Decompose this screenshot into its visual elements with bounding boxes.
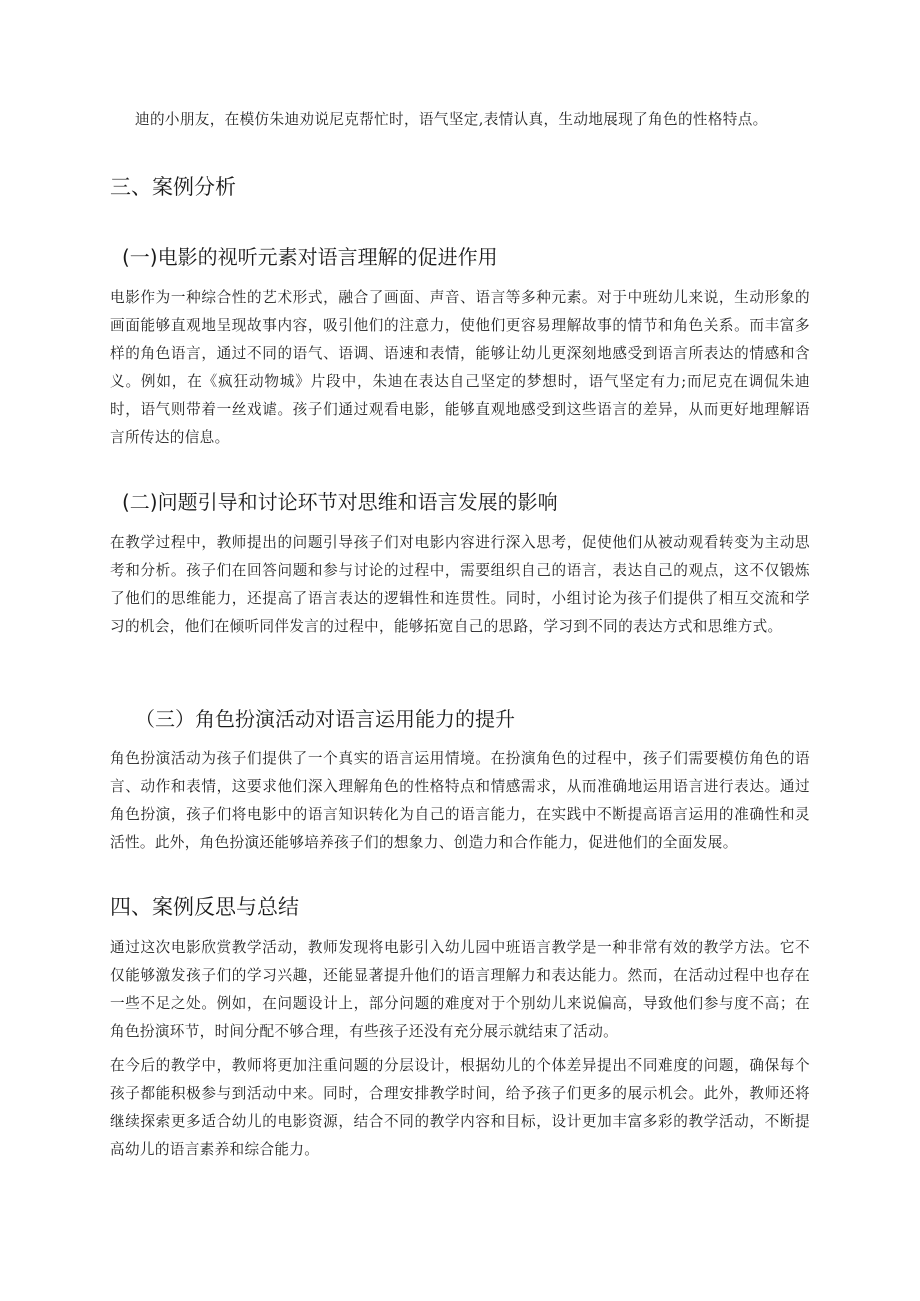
subsection-2-heading: (二)问题引导和讨论环节对思维和语言发展的影响 bbox=[122, 490, 558, 514]
section-4-heading: 四、案例反思与总结 bbox=[110, 895, 299, 919]
section-4-paragraph-2: 在今后的教学中，教师将更加注重问题的分层设计，根据幼儿的个体差异提出不同难度的问题，确保每个孩子都能积极参与到活动中来。同时，合理安排教学时间，给予孩子们更多的展示机会。此外，教师还将继续探索更多适合幼儿的电影资源，结合不同的教学内容和目标，设计更加丰富多彩的教学活动，不断提高幼儿的语言素养和综合能力。 bbox=[110, 1057, 810, 1158]
subsection-1-heading: (一)电影的视听元素对语言理解的促进作用 bbox=[122, 245, 498, 269]
subsection-1-body: 电影作为一种综合性的艺术形式，融合了画面、声音、语言等多种元素。对于中班幼儿来说，生动形象的画面能够直观地呈现故事内容，吸引他们的注意力，使他们更容易理解故事的情节和角色关系。而丰富多样的角色语言，通过不同的语气、语调、语速和表情，能够让幼儿更深刻地感受到语言所表达的情感和含义。例如，在《疯狂动物城》片段中，朱迪在表达自己坚定的梦想时，语气坚定有力;而尼克在调侃朱迪时，语气则带着一丝戏谑。孩子们通过观看电影，能够直观地感受到这些语言的差异，从而更好地理解语言所传达的信息。 bbox=[110, 289, 810, 446]
subsection-3-heading: （三）角色扮演活动对语言运用能力的提升 bbox=[135, 707, 515, 731]
subsection-3-body: 角色扮演活动为孩子们提供了一个真实的语言运用情境。在扮演角色的过程中，孩子们需要模仿角色的语言、动作和表情，这要求他们深入理解角色的性格特点和情感需求，从而准确地运用语言进行表达。通过角色扮演，孩子们将电影中的语言知识转化为自己的语言能力，在实践中不断提高语言运用的准确性和灵活性。此外，角色扮演还能够培养孩子们的想象力、创造力和合作能力，促进他们的全面发展。 bbox=[110, 750, 810, 851]
subsection-2-body: 在教学过程中，教师提出的问题引导孩子们对电影内容进行深入思考，促使他们从被动观看转变为主动思考和分析。孩子们在回答问题和参与讨论的过程中，需要组织自己的语言，表达自己的观点，这不仅锻炼了他们的思维能力，还提高了语言表达的逻辑性和连贯性。同时，小组讨论为孩子们提供了相互交流和学习的机会，他们在倾听同伴发言的过程中，能够拓宽自己的思路，学习到不同的表达方式和思维方式。 bbox=[110, 534, 810, 635]
section-3-heading: 三、案例分析 bbox=[110, 175, 236, 199]
section-4-paragraph-1: 通过这次电影欣赏教学活动，教师发现将电影引入幼儿园中班语言教学是一种非常有效的教学方法。它不仅能够激发孩子们的学习兴趣，还能显著提升他们的语言理解力和表达能力。然而，在活动过程中也存在一些不足之处。例如，在问题设计上，部分问题的难度对于个别幼儿来说偏高，导致他们参与度不高；在角色扮演环节，时间分配不够合理，有些孩子还没有充分展示就结束了活动。 bbox=[110, 939, 810, 1040]
continuation-paragraph: 迪的小朋友，在模仿朱迪劝说尼克帮忙时，语气坚定,表情认真，生动地展现了角色的性格特点。 bbox=[135, 111, 768, 128]
